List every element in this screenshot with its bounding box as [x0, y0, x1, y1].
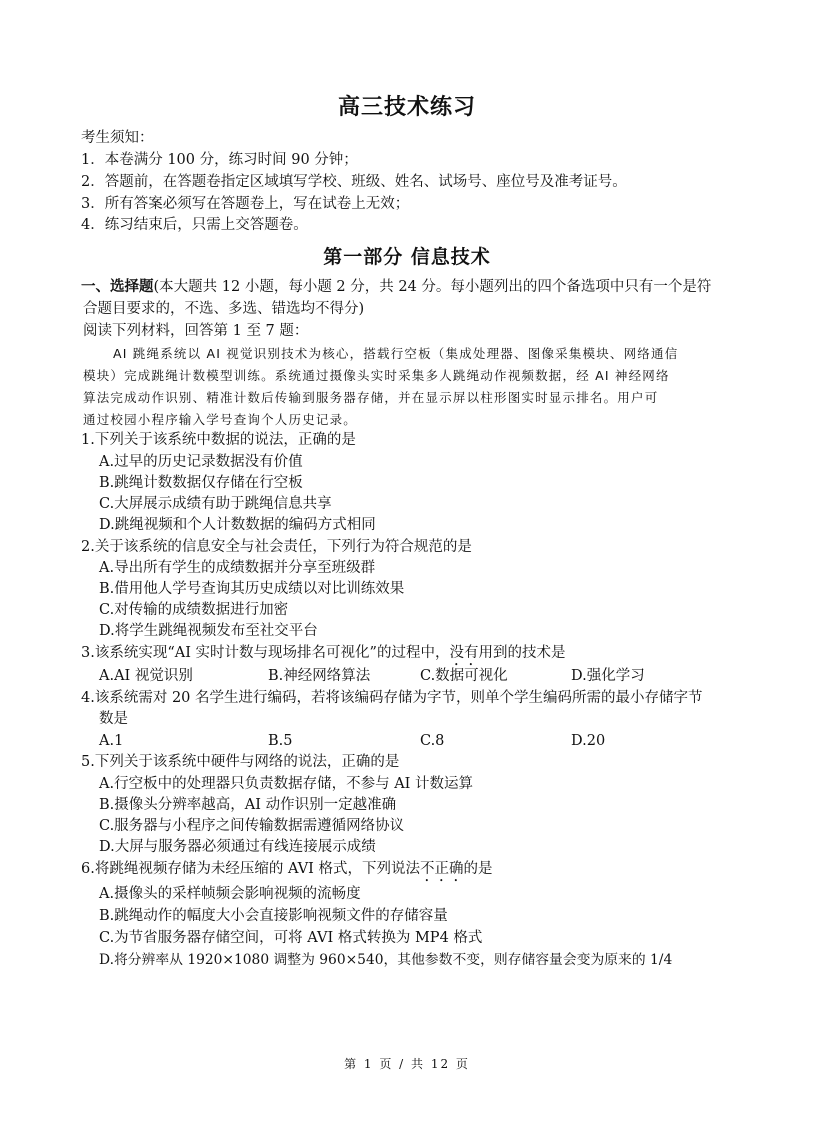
- option-a: A.摄像头的采样帧频会影响视频的流畅度: [99, 886, 361, 902]
- question-stem-cont: 数是: [99, 711, 128, 727]
- stem-emphasis: 不正确: [420, 861, 464, 877]
- option-c: C.大屏展示成绩有助于跳绳信息共享: [99, 496, 332, 512]
- option-b: B.跳绳动作的幅度大小会直接影响视频文件的存储容量: [99, 908, 448, 924]
- section-label: 一、选择题: [81, 279, 154, 295]
- question-stem: 1.下列关于该系统中数据的说法，正确的是: [81, 432, 356, 448]
- section-desc-cont: 合题目要求的，不选、多选、错选均不得分): [83, 301, 365, 317]
- read-instruction: 阅读下列材料，回答第 1 至 7 题：: [83, 323, 309, 339]
- stem-text: 用到的技术是: [478, 645, 566, 661]
- stem-text: 的是: [463, 861, 493, 877]
- option-d: D.将学生跳绳视频发布至社交平台: [99, 623, 318, 639]
- note-item: 1．本卷满分 100 分，练习时间 90 分钟；: [81, 152, 358, 168]
- option-a: A.行空板中的处理器只负责数据存储，不参与 AI 计数运算: [99, 776, 473, 792]
- option-b: B.摄像头分辨率越高，AI 动作识别一定越准确: [99, 797, 397, 813]
- option-c: C.为节省服务器存储空间，可将 AVI 格式转换为 MP4 格式: [99, 930, 483, 946]
- option-d: D.将分辨率从 1920×1080 调整为 960×540，其他参数不变，则存储容量会变为原来的 1/4: [99, 952, 673, 968]
- material-line: AI 跳绳系统以 AI 视觉识别技术为核心，搭载行空板（集成处理器、图像采集模块、网络通信: [113, 346, 679, 361]
- option-c: C.服务器与小程序之间传输数据需遵循网络协议: [99, 818, 405, 834]
- stem-text: 6.将跳绳视频存储为未经压缩的 AVI 格式，下列说法: [81, 861, 420, 877]
- page-footer: 第 1 页 / 共 12 页: [344, 1057, 470, 1071]
- option-a: A.AI 视觉识别: [99, 668, 193, 684]
- notes-heading: 考生须知：: [81, 130, 154, 146]
- section-desc: (本大题共 12 小题，每小题 2 分，共 24 分。每小题列出的四个备选项中只有一个是符: [153, 279, 712, 295]
- stem-emphasis: 没有: [449, 645, 479, 661]
- option-d: D.大屏与服务器必须通过有线连接展示成绩: [99, 839, 376, 855]
- option-b: B.5: [268, 733, 293, 749]
- note-item: 3．所有答案必须写在答题卷上，写在试卷上无效；: [81, 196, 410, 212]
- question-stem: 2.关于该系统的信息安全与社会责任，下列行为符合规范的是: [81, 539, 472, 555]
- material-line: 通过校园小程序输入学号查询个人历史记录。: [83, 412, 358, 427]
- section-heading: [81, 277, 711, 297]
- question-stem: [81, 859, 493, 885]
- option-a: A.导出所有学生的成绩数据并分享至班级群: [99, 560, 376, 576]
- note-item: 4．练习结束后，只需上交答题卷。: [81, 217, 308, 233]
- note-item: 2．答题前，在答题卷指定区域填写学校、班级、姓名、试场号、座位号及准考证号。: [81, 174, 627, 190]
- option-a: A.1: [99, 733, 124, 749]
- option-c: C.8: [420, 733, 445, 749]
- option-a: A.过早的历史记录数据没有价值: [99, 454, 303, 470]
- option-d: D.强化学习: [571, 668, 645, 684]
- question-stem: 4.该系统需对 20 名学生进行编码，若将该编码存储为字节，则单个学生编码所需的最小存储字节: [81, 690, 703, 706]
- option-b: B.借用他人学号查询其历史成绩以对比训练效果: [99, 581, 405, 597]
- material-line: 算法完成动作识别、精准计数后传输到服务器存储，并在显示屏以柱形图实时显示排名。用户可: [83, 390, 659, 405]
- option-d: D.20: [571, 733, 606, 749]
- option-b: B.跳绳计数数据仅存储在行空板: [99, 475, 303, 491]
- option-c: C.对传输的成绩数据进行加密: [99, 602, 289, 618]
- stem-text: 3.该系统实现“AI 实时计数与现场排名可视化”的过程中，: [81, 645, 450, 661]
- option-b: B.神经网络算法: [268, 668, 371, 684]
- option-c: C.数据可视化: [420, 668, 508, 684]
- option-d: D.跳绳视频和个人计数数据的编码方式相同: [99, 517, 376, 533]
- question-stem: 5.下列关于该系统中硬件与网络的说法，正确的是: [81, 754, 400, 770]
- page-title: 高三技术练习: [337, 95, 476, 120]
- material-line: 模块）完成跳绳计数模型训练。系统通过摄像头实时采集多人跳绳动作视频数据，经 AI 神经网络: [83, 368, 670, 383]
- part-title: 第一部分 信息技术: [323, 246, 491, 268]
